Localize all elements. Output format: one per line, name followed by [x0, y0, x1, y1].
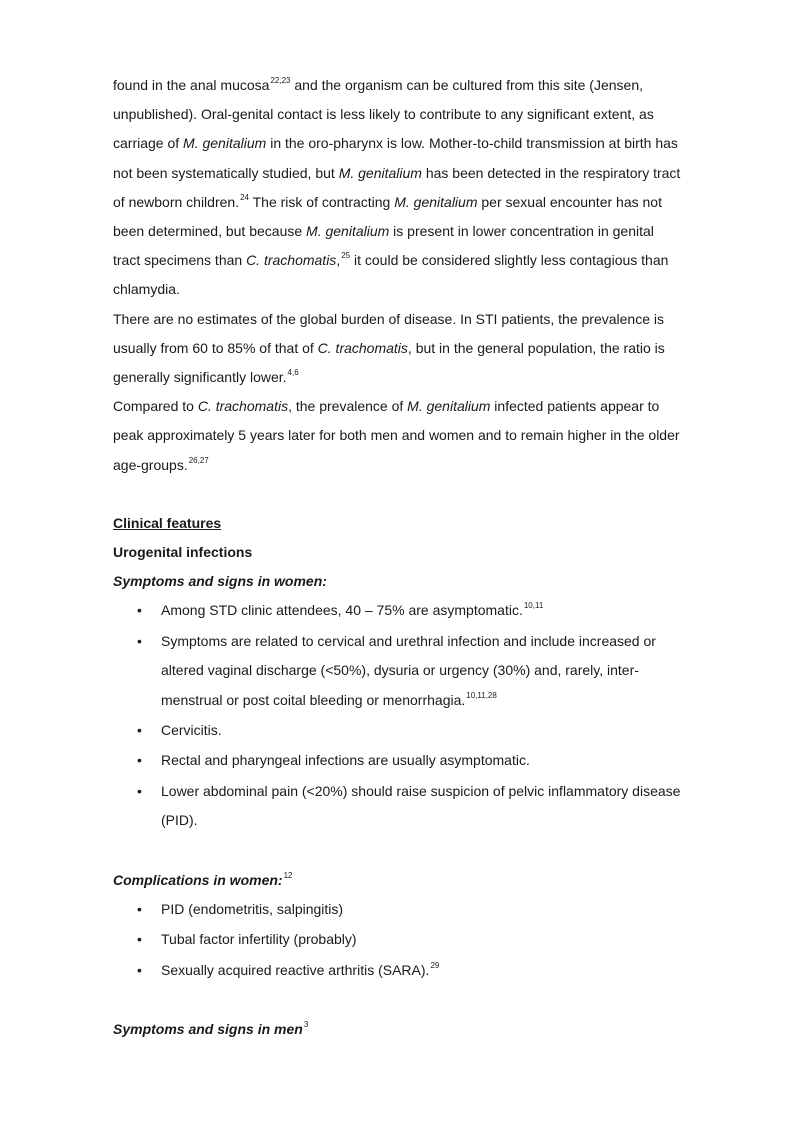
citation: 10,11,28 — [466, 690, 497, 700]
list-item: • Among STD clinic attendees, 40 – 75% are asymptomatic.$^{10,11}$ — [113, 596, 683, 625]
list-item: • PID (endometritis, salpingitis) — [113, 895, 683, 924]
heading-symptoms-women: Symptoms and signs in women: — [113, 573, 327, 590]
paragraph-global-burden: There are no estimates of the global burden of disease. In STI patients, the prevalence is usually from 60 to 85% of that of C. trachomatis, but in the general population, the ratio is generally significantly lower.$^{4,6}$ — [113, 310, 665, 386]
list-item: • Lower abdominal pain (<20%) should raise suspicion of pelvic inflammatory disease (PID). — [113, 777, 683, 836]
bullet-icon: • — [137, 632, 142, 649]
citation: 24 — [240, 192, 249, 202]
list-item: • Symptoms are related to cervical and urethral infection and include increased or altered vaginal discharge (<50%), dysuria or urgency (30%) and, rarely, inter-menstrual or post coital bleeding or menorrhagia.$^{10,11,28}$ — [113, 627, 683, 715]
bullet-icon: • — [137, 931, 142, 948]
citation: 4,6 — [287, 368, 299, 378]
citation: 26,27 — [188, 455, 209, 465]
bullet-icon: • — [137, 722, 142, 739]
citation: 29 — [430, 960, 440, 970]
citation: 12 — [283, 870, 293, 880]
paragraph-age-prevalence: Compared to C. trachomatis, the prevalence of M. genitalium infected patients appear to peak approximately 5 years later for both men and women and to remain higher in the older age-groups.$^{26,27}$ — [113, 398, 680, 473]
citation: 10,11 — [523, 601, 544, 611]
women-symptoms-list — [113, 596, 683, 835]
paragraph-transmission: found in the anal mucosa$^{22,23}$ and the organism can be cultured from this site (Jensen, unpublished). Oral-genital contact is less likely to contribute to any significant extent, as carriage of M. genitalium in the oro-pharynx is low. Mother-to-child transmission at birth has not been systematically studied, but M. genitalium has been detected in the respiratory tract of newborn children.$^{24}$ The risk of contracting M. genitalium per sexual encounter has not been determined, but because M. genitalium is present in lower concentration in genital tract specimens than C. trachomatis,$^{25}$ it could be considered slightly less contagious than chlamydia. — [113, 76, 681, 298]
heading-urogenital-infections: Urogenital infections — [113, 544, 253, 561]
bullet-icon: • — [137, 961, 142, 978]
citation: 3 — [303, 1020, 309, 1030]
citation: 25 — [341, 251, 351, 261]
heading-complications-women: Complications in women:$^{12}$ — [113, 870, 293, 888]
list-item: • Sexually acquired reactive arthritis (SARA).$^{29}$ — [113, 956, 683, 985]
list-item: • Tubal factor infertility (probably) — [113, 925, 683, 954]
bullet-icon: • — [137, 782, 142, 799]
heading-symptoms-men: Symptoms and signs in men$^3$ — [113, 1020, 309, 1038]
list-item: • Cervicitis. — [113, 716, 683, 745]
document-page — [113, 71, 683, 1044]
bullet-icon: • — [137, 602, 142, 619]
citation: 22,23 — [270, 76, 291, 85]
spacer — [113, 480, 683, 509]
bullet-icon: • — [137, 752, 142, 769]
spacer — [113, 837, 683, 866]
bullet-icon: • — [137, 900, 142, 917]
heading-clinical-features: Clinical features — [113, 514, 222, 531]
complications-list — [113, 895, 683, 985]
list-item: • Rectal and pharyngeal infections are usually asymptomatic. — [113, 746, 683, 775]
spacer — [113, 986, 683, 1015]
